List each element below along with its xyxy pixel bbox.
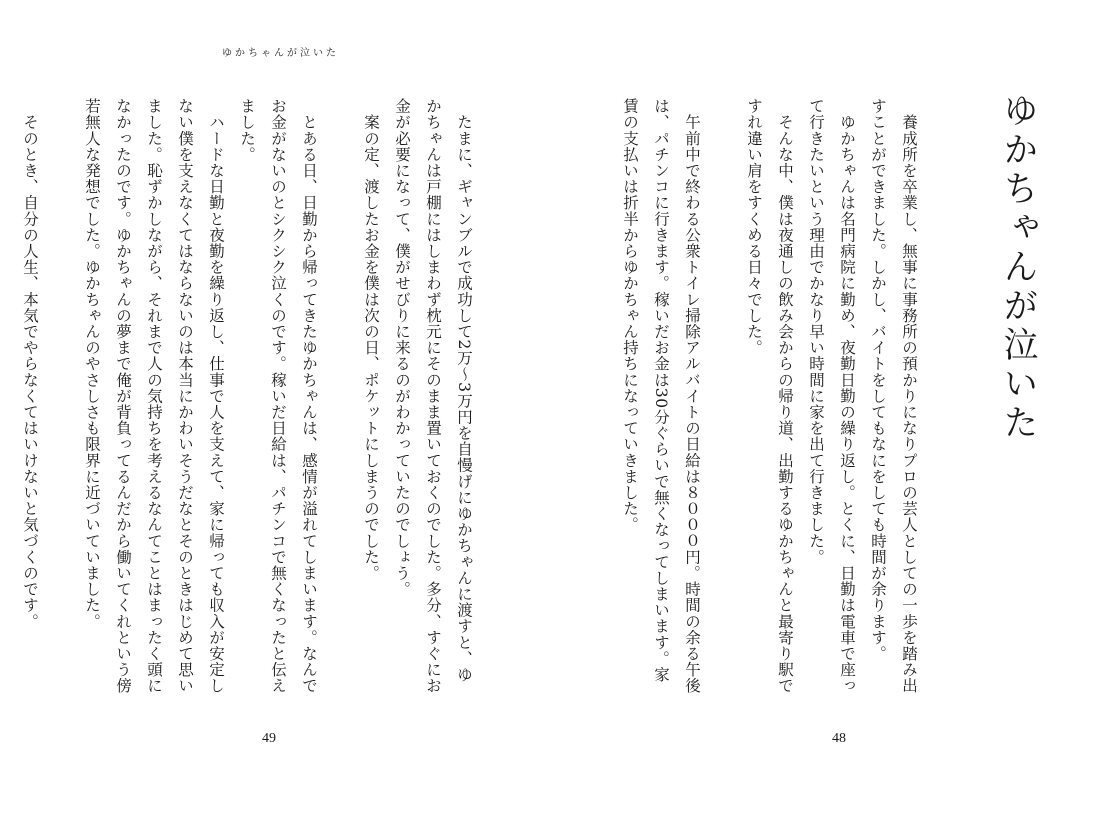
page-number-left: 49 [262,731,276,746]
paragraph: そのとき、自分の人生、本気でやらなくてはいけないと気づくのです。 [21,98,39,630]
paragraph: 案の定、渡したお金を僕は次の日、ポケットにしまうのでした。 [362,98,380,581]
paragraph: そんな中、僕は夜通しの飲み会からの帰り道、出勤するゆかちゃんと最寄り駅ですれ違い肩をすくめる日々でした。 [745,98,794,694]
paragraph-spacer [324,98,355,698]
running-header: ゆかちゃんが泣いた [222,48,339,59]
chapter-title: ゆかちゃんが泣いた [998,92,1038,443]
page-number-right: 48 [832,731,846,746]
paragraph-spacer [707,98,738,698]
paragraph: たまに、ギャンブルで成功して2万～3万円を自慢げにゆかちゃんに渡すと、ゆかちゃんは戸棚にはしまわず枕元にそのまま置いておくのでした。多分、すぐにお金が必要になって、僕がせびりに来るのがわかっていたのでしょう。 [393,98,473,694]
paragraph: 養成所を卒業し、無事に事務所の預かりになりプロの芸人としての一歩を踏み出すことができました。しかし、バイトをしてもなにをしても時間が余ります。 [869,98,918,694]
paragraph: 午前中で終わる公衆トイレ掃除アルバイトの日給は８０００円。時間の余る午後は、パチンコに行きます。稼いだお金は30分ぐらいで無くなってしまいます。家賃の支払いは折半からゆかちゃん持ちになっていきました。 [621,98,701,694]
paragraph: ゆかちゃんは名門病院に勤め、夜勤日勤の繰り返し。とくに、日勤は電車で座って行きたいという理由でかなり早い時間に家を出て行きました。 [807,98,856,694]
left-page-body [21,98,479,698]
paragraph: とある日、日勤から帰ってきたゆかちゃんは、感情が溢れてしまいます。なんでお金がないのとシクシク泣くのです。稼いだ日給は、パチンコで無くなったと伝えました。 [238,98,318,694]
paragraph: ハードな日勤と夜勤を繰り返し、仕事で人を支えて、家に帰っても収入が安定しない僕を支えなくてはならないのは本当にかわいそうだなとそのときはじめて思いました。恥ずかしながら、それまで人の気持ちを考えるなんてことはまったく頭になかったのです。ゆかちゃんの夢まで俺が背負ってるんだから働いてくれという傍若無人な発想でした。ゆかちゃんのやさしさも限界に近づいていました。 [83,98,225,694]
paragraph-spacer [45,98,76,698]
right-page-body [621,98,924,698]
